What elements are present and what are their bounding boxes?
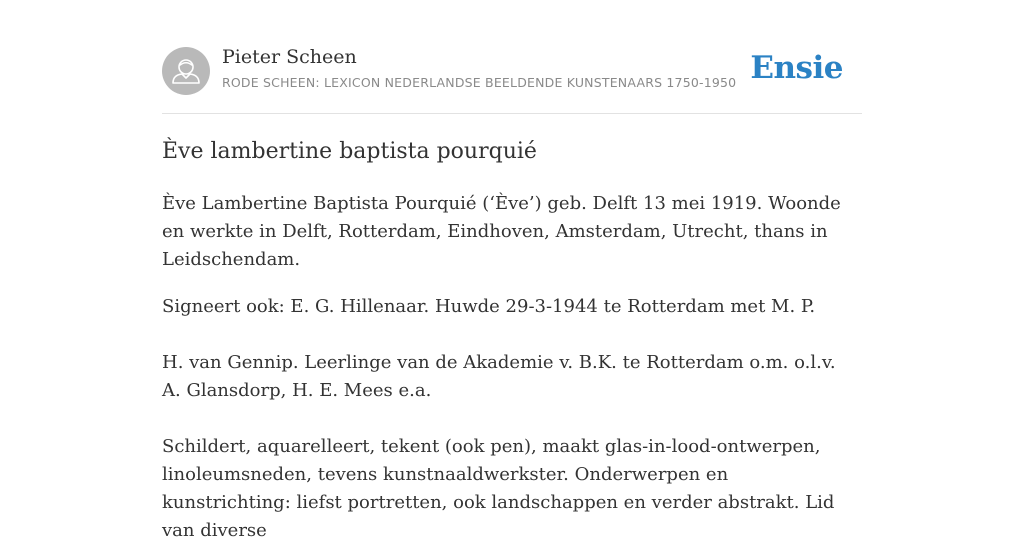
author-name[interactable]: Pieter Scheen — [222, 46, 357, 68]
page-container — [162, 0, 862, 541]
article-paragraph: H. van Gennip. Leerlinge van de Akademie v. B.K. te Rotterdam o.m. o.l.v. A. Glansdorp, H. E. Mees e.a. — [162, 352, 836, 401]
avatar[interactable] — [162, 47, 210, 95]
page-title: Ève lambertine baptista pourquié — [162, 139, 537, 164]
article-paragraph: Schildert, aquarelleert, tekent (ook pen), maakt glas-in-lood-ontwerpen, linoleumsneden, tevens kunstnaaldwerkster. Onderwerpen en kunstrichting: liefst portretten, ook landschappen en verder abstrakt. Lid van diverse — [162, 436, 835, 541]
article-paragraph: Ève Lambertine Baptista Pourquié (‘Ève’) geb. Delft 13 mei 1919. Woonde en werkte in Delft, Rotterdam, Eindhoven, Amsterdam, Utrecht, thans in Leidschendam. — [162, 193, 841, 270]
article-paragraph: Signeert ook: E. G. Hillenaar. Huwde 29-3-1944 te Rotterdam met M. P. — [162, 296, 816, 317]
user-icon — [162, 47, 210, 95]
source-label[interactable]: RODE SCHEEN: LEXICON NEDERLANDSE BEELDENDE KUNSTENAARS 1750-1950 — [222, 75, 737, 90]
brand-logo[interactable]: Ensie — [750, 50, 843, 86]
header — [162, 0, 862, 114]
